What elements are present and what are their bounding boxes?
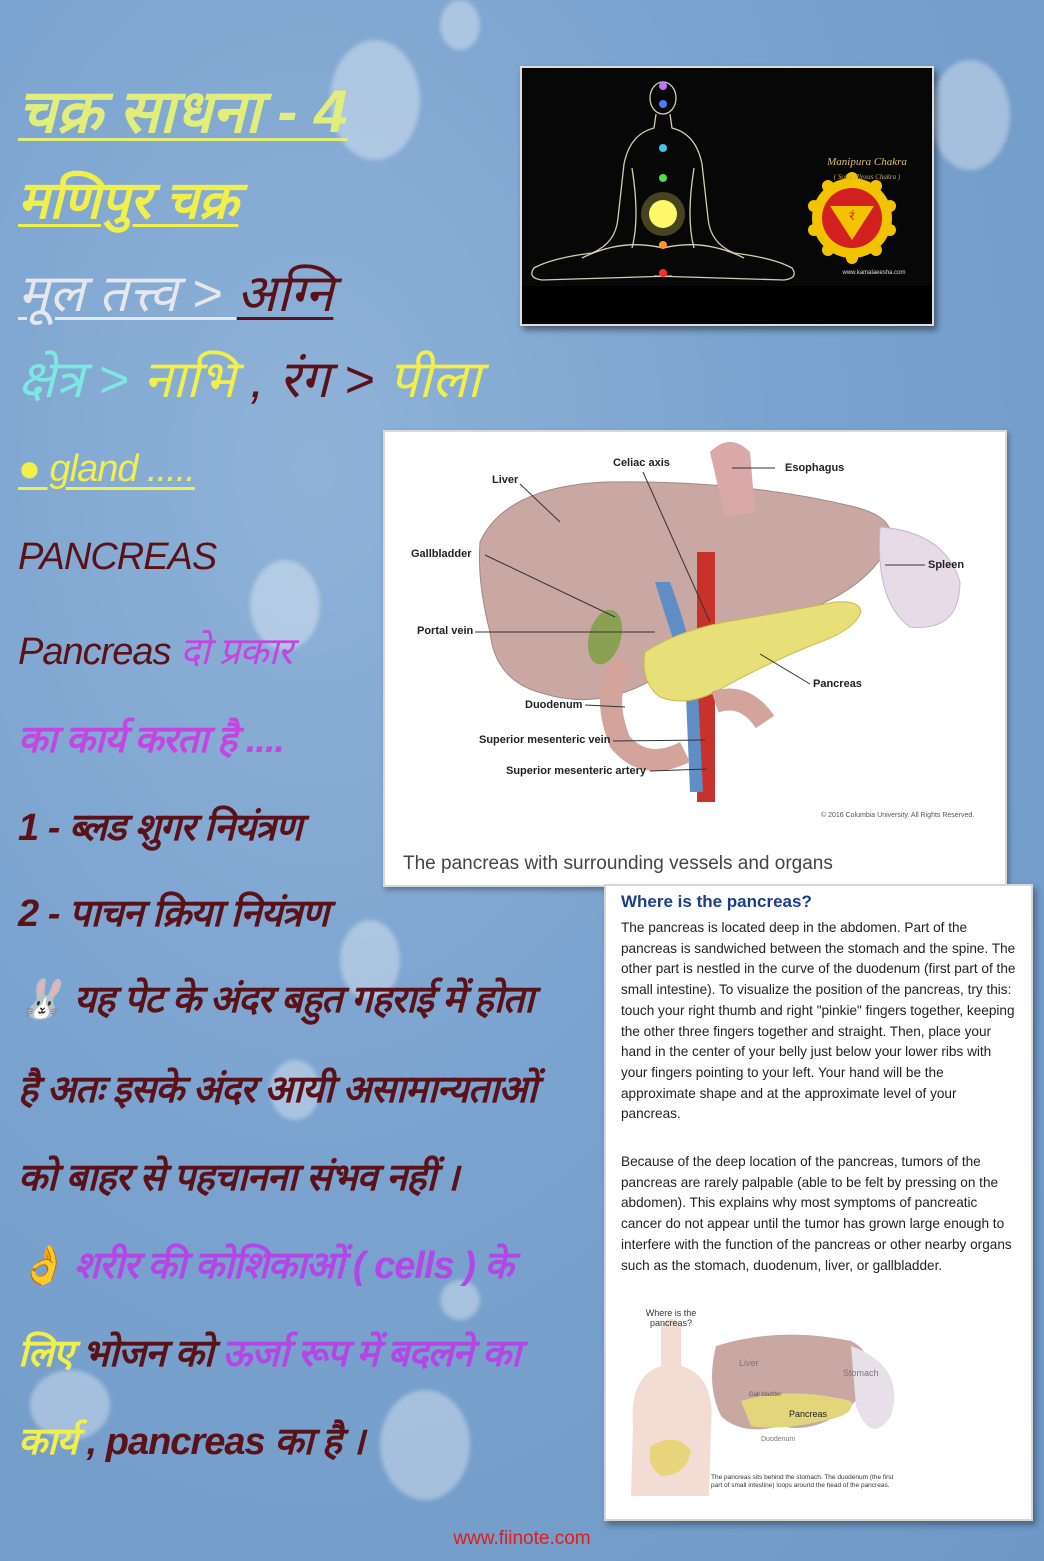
title-line-2: मणिपुर चक्र	[18, 172, 239, 230]
title-line-1: चक्र साधना - 4	[18, 78, 348, 145]
background-bubble	[380, 1390, 470, 1500]
color-value: पीला	[388, 351, 481, 409]
location-text-1: यह पेट के अंदर बहुत गहराई में होता	[64, 979, 534, 1021]
footer-website: www.fiinote.com	[453, 1528, 591, 1549]
label-sup-mesenteric-artery: Superior mesenteric artery	[506, 765, 647, 777]
background-bubble	[440, 0, 480, 50]
article-heading: Where is the pancreas?	[621, 892, 812, 911]
article-figure	[621, 1306, 911, 1506]
meditation-figure-icon	[522, 68, 932, 324]
label-duodenum: Duodenum	[525, 699, 583, 711]
article-paragraph-2: Because of the deep location of the pancreas, tumors of the pancreas are rarely palpable (able to be felt by pressing on the abdomen). This explains why most symptoms of pancreatic cancer do not appear until the tumor has grown large enough to interfere with the function of the pancreas or other nearby organs such as the stomach, duodenum, liver, or gallbladder.	[621, 1154, 1012, 1273]
region-label: क्षेत्र >	[18, 351, 144, 409]
element-value: अग्नि	[236, 265, 334, 323]
function-line-1	[18, 624, 292, 676]
energy-text-1: शरीर की कोशिकाओं ( cells ) के	[64, 1245, 513, 1287]
pancreas-heading: PANCREAS	[18, 536, 217, 578]
label-gallbladder: Gallbladder	[411, 548, 472, 560]
label-celiac-axis: Celiac axis	[613, 457, 670, 469]
function-item-2: 2 - पाचन क्रिया नियंत्रण	[18, 893, 328, 935]
fig-gall: Gall bladder	[749, 1392, 782, 1398]
chakra-image-subtitle: ( Solar Plexus Chakra )	[833, 173, 901, 181]
label-liver: Liver	[492, 474, 519, 486]
page-title	[18, 68, 347, 150]
gland-heading	[18, 448, 195, 491]
chakra-meditation-image	[520, 66, 934, 326]
location-para-line-3: को बाहर से पहचानना संभव नहीं ।	[18, 1157, 459, 1199]
region-value: नाभि	[143, 351, 236, 409]
location-para-line-2: है अतः इसके अंदर आयी असामान्यताओं	[18, 1069, 537, 1111]
fig-stomach: Stomach	[843, 1368, 879, 1378]
rabbit-icon: 🐰	[18, 979, 65, 1021]
fig-duodenum: Duodenum	[761, 1436, 796, 1443]
energy-para-line-2	[18, 1326, 520, 1378]
function-item-1: 1 - ब्लड शुगर नियंत्रण	[18, 807, 302, 849]
anatomy-illustration-icon	[385, 432, 1005, 832]
region-color-line	[18, 342, 481, 413]
fig-caption: The pancreas sits behind the stomach. The duodenum (the first part of small intestine) loops around the head of the pancreas.	[711, 1474, 894, 1489]
label-portal-vein: Portal vein	[417, 625, 474, 637]
energy-text-2a: लिए	[18, 1333, 83, 1375]
label-sup-mesenteric-vein: Superior mesenteric vein	[479, 734, 611, 746]
article-paragraph-1: The pancreas is located deep in the abdomen. Part of the pancreas is sandwiched between the stomach and the spine. The other part is nestled in the curve of the duodenum (first part of the small intestine). To visualize the position of the pancreas, try this: touch your right thumb and right "pinkie" fingers together, keeping the other three fingers together and straight. Then, place your hand in the center of your belly just below your lower ribs with your fingers pointing to your left. Your hand will be the approximate shape and at the approximate level of your pancreas.	[621, 920, 1016, 1122]
chakra-name	[18, 163, 238, 234]
figure-copyright: © 2016 Columbia University. All Rights Reserved.	[821, 812, 975, 819]
energy-para-line-1	[18, 1238, 513, 1290]
energy-text-3b: , pancreas का है ।	[77, 1421, 364, 1463]
pancreas-article	[604, 884, 1033, 1521]
gland-label: ● gland .....	[18, 448, 195, 490]
fig-liver: Liver	[739, 1358, 759, 1368]
two-types: दो प्रकार	[180, 631, 292, 673]
label-pancreas: Pancreas	[813, 678, 862, 690]
energy-text-2c: ऊर्जा रूप में बदलने का	[222, 1333, 520, 1375]
background-bubble	[930, 60, 1010, 170]
element-label: मूल तत्त्व >	[18, 265, 237, 323]
element-line	[18, 256, 333, 327]
label-spleen: Spleen	[928, 559, 965, 571]
figure-caption: The pancreas with surrounding vessels and organs	[403, 853, 833, 874]
pancreas-word: Pancreas	[18, 631, 181, 673]
chakra-glyph: रं	[849, 209, 855, 223]
pancreas-anatomy-figure	[383, 430, 1007, 887]
fig-question: Where is the pancreas?	[645, 1308, 697, 1328]
label-esophagus: Esophagus	[785, 462, 845, 474]
function-line-2: का कार्य करता है ....	[18, 719, 284, 761]
color-label: , रंग >	[235, 351, 389, 409]
energy-para-line-3	[18, 1414, 364, 1466]
energy-text-3a: कार्य	[18, 1421, 78, 1463]
chakra-image-title: Manipura Chakra	[827, 156, 907, 168]
chakra-image-site: www.kamalaeesha.com	[842, 270, 906, 276]
fig-pancreas: Pancreas	[789, 1409, 828, 1419]
energy-text-2b: भोजन को	[82, 1333, 223, 1375]
ok-hand-icon: 👌	[18, 1245, 65, 1287]
location-para-line-1	[18, 972, 533, 1024]
